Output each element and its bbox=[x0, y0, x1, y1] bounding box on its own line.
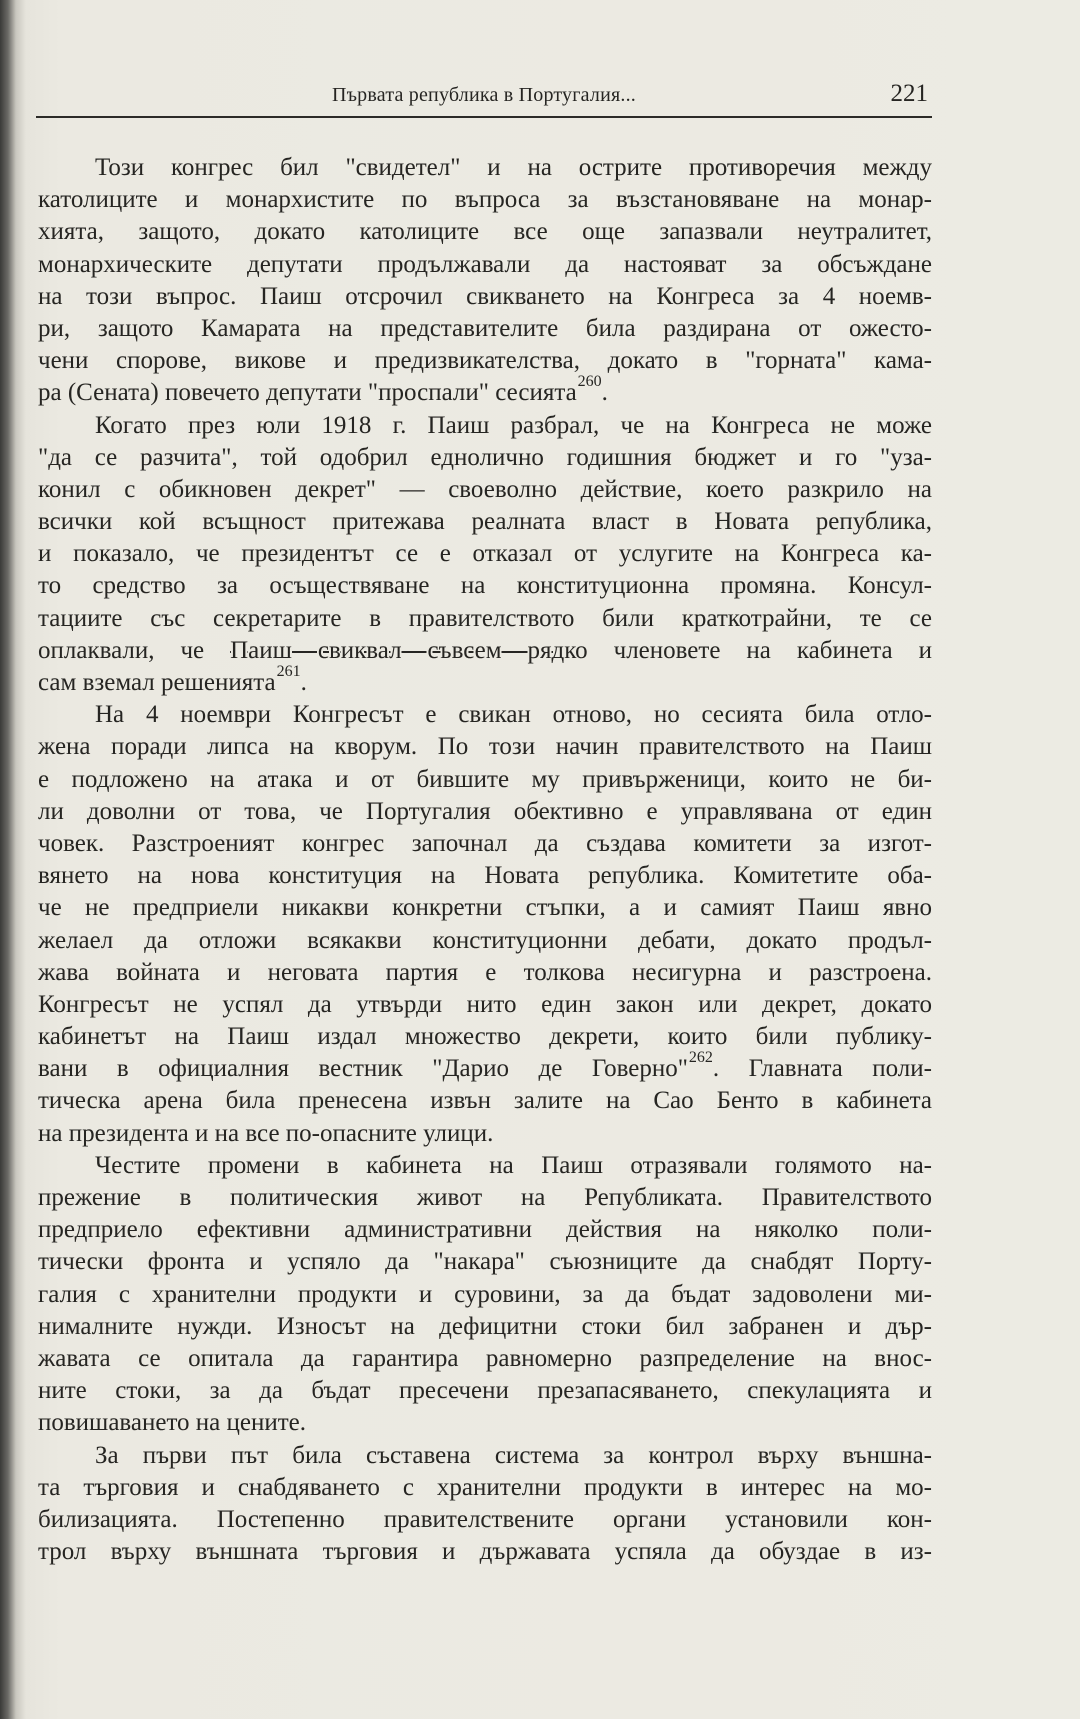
line-text: че не предприели никакви конкретни стъпки, а и самият Паиш явно bbox=[38, 894, 932, 922]
text-line bbox=[38, 1536, 932, 1568]
text-line bbox=[38, 635, 932, 667]
text-line bbox=[38, 1279, 932, 1311]
text-line bbox=[38, 1182, 932, 1214]
line-text-tail: . Главната поли- bbox=[712, 1055, 932, 1083]
text-line bbox=[38, 663, 932, 699]
line-text: жава войната и неговата партия е толкова несигурна и разстроена. bbox=[38, 958, 932, 986]
line-text: Конгресът не успял да утвърди нито един закон или декрет, докато bbox=[38, 990, 932, 1018]
text-line bbox=[38, 1085, 932, 1117]
text-line bbox=[38, 860, 932, 892]
line-text: "да се разчита", той одобрил еднолично годишния бюджет и го "уза- bbox=[38, 443, 932, 471]
line-text: вянето на нова конституция на Новата република. Комитетите оба- bbox=[38, 862, 932, 890]
text-line bbox=[38, 249, 932, 281]
text-line bbox=[38, 345, 932, 377]
body-text bbox=[38, 152, 932, 1568]
text-line bbox=[38, 1021, 932, 1053]
line-text: трол върху външната търговия и държавата успяла да обуздае в из- bbox=[38, 1538, 932, 1566]
line-text: Този конгрес бил "свидетел" и на острите противоречия между bbox=[95, 154, 932, 181]
text-line bbox=[38, 731, 932, 763]
text-line bbox=[38, 1214, 932, 1246]
line-text: тациите със секретарите в правителството били краткотрайни, те се bbox=[38, 604, 932, 632]
text-line bbox=[38, 957, 932, 989]
line-text: прежение в политическия живот на Републиката. Правителството bbox=[38, 1184, 932, 1211]
line-text: жена поради липса на кворум. По този начин правителството на Паиш bbox=[38, 733, 932, 761]
footnote-reference: 261 bbox=[276, 663, 301, 680]
line-text: е подложено на атака и от бившите му привърженици, които не би- bbox=[38, 765, 932, 793]
page-number: 221 bbox=[890, 80, 928, 107]
text-line bbox=[38, 1150, 932, 1182]
text-line bbox=[38, 1375, 932, 1407]
text-line bbox=[38, 828, 932, 860]
text-line bbox=[38, 1504, 932, 1536]
text-line bbox=[38, 216, 932, 248]
line-text-tail: членовете на кабинета и bbox=[587, 636, 932, 664]
text-line bbox=[38, 1049, 932, 1085]
line-text: жавата се опитала да гарантира равномерно разпределение на внос- bbox=[38, 1344, 932, 1372]
line-text: монархическите депутати продължавали да настояват за обсъждане bbox=[38, 250, 932, 278]
line-text: предприело ефективни административни действия на няколко поли- bbox=[38, 1216, 932, 1244]
line-text: Когато през юли 1918 г. Паиш разбрал, че на Конгреса не може bbox=[95, 411, 932, 439]
footnote-reference: 262 bbox=[688, 1049, 713, 1067]
text-line bbox=[38, 1118, 932, 1150]
line-text: то средство за осъществяване на конституционна промяна. Консул- bbox=[38, 572, 932, 600]
text-line bbox=[38, 1311, 932, 1343]
text-line bbox=[38, 764, 932, 796]
line-text: За първи път била съставена система за контрол върху външна- bbox=[95, 1441, 932, 1469]
running-header bbox=[36, 80, 932, 114]
line-text: та търговия и снабдяването с хранителни продукти в интерес на мо- bbox=[38, 1473, 932, 1501]
underlined-text: Паиш свиквал съвсем рядко bbox=[230, 636, 588, 664]
line-text: човек. Разстроеният конгрес започнал да създава комитети за изгот- bbox=[38, 829, 932, 857]
text-line bbox=[38, 313, 932, 345]
line-text: на президента и на все по-опасните улици. bbox=[38, 1119, 494, 1147]
line-text: хията, защото, докато католиците все още запазвали неутралитет, bbox=[38, 218, 932, 246]
line-text: На 4 ноември Конгресът е свикан отново, но сесията била отло- bbox=[95, 701, 932, 729]
text-line bbox=[38, 925, 932, 957]
text-line bbox=[38, 538, 932, 570]
line-text: тически фронта и успяло да "накара" съюзниците да снабдят Порту- bbox=[38, 1248, 932, 1276]
line-text: нималните нужди. Износът на дефицитни стоки бил забранен и дър- bbox=[38, 1312, 932, 1340]
line-text: ра (Сената) повечето депутати "проспали" сесията bbox=[38, 379, 577, 407]
text-line bbox=[38, 442, 932, 474]
text-line bbox=[38, 410, 932, 442]
line-text: конил с обикновен декрет" — своеволно действие, което разкрило на bbox=[38, 475, 932, 503]
text-line bbox=[38, 474, 932, 506]
line-text: ните стоки, за да бъдат пресечени презапасяването, спекулацията и bbox=[38, 1377, 932, 1405]
line-text-tail: . bbox=[601, 379, 608, 407]
line-text-tail: . bbox=[300, 669, 307, 696]
text-line bbox=[38, 506, 932, 538]
line-text: и показало, че президентът се е отказал от услугите на Конгреса ка- bbox=[38, 540, 932, 568]
line-text: кабинетът на Паиш издал множество декрети, които били публику- bbox=[38, 1023, 932, 1051]
running-title: Първата република в Португалия... bbox=[332, 84, 636, 106]
text-line bbox=[38, 603, 932, 635]
line-text: желаел да отложи всякакви конституционни дебати, докато продъл- bbox=[38, 926, 932, 954]
line-text: повишаването на цените. bbox=[38, 1409, 307, 1437]
text-line bbox=[38, 1440, 932, 1472]
line-text: ли доволни от това, че Португалия обективно е управлявана от един bbox=[38, 797, 932, 825]
line-text: на този въпрос. Паиш отсрочил свикването на Конгреса за 4 ноемв- bbox=[38, 282, 932, 310]
text-line bbox=[38, 1472, 932, 1504]
line-text: Честите промени в кабинета на Паиш отразявали голямото на- bbox=[95, 1151, 932, 1179]
text-line bbox=[38, 281, 932, 313]
text-line bbox=[38, 570, 932, 602]
line-text: тическа арена била пренесена извън залите на Сао Бенто в кабинета bbox=[38, 1087, 932, 1115]
line-text: католиците и монархистите по въпроса за възстановяване на монар- bbox=[38, 186, 932, 214]
line-text: вани в официалния вестник "Дарио де Говерно" bbox=[38, 1055, 688, 1083]
text-line bbox=[38, 184, 932, 216]
line-text: оплаквали, че bbox=[38, 636, 231, 664]
text-line bbox=[38, 373, 932, 409]
text-line bbox=[38, 1407, 932, 1439]
text-line bbox=[38, 1343, 932, 1375]
line-text: чени спорове, викове и предизвикателства, докато в "горната" кама- bbox=[38, 347, 932, 375]
line-text: ри, защото Камарата на представителите била раздирана от ожесто- bbox=[38, 314, 932, 342]
header-rule bbox=[36, 116, 932, 118]
line-text: билизацията. Постепенно правителствените органи установили кон- bbox=[38, 1505, 932, 1533]
text-line bbox=[38, 1246, 932, 1278]
line-text: галия с хранителни продукти и суровини, за да бъдат задоволени ми- bbox=[38, 1280, 932, 1308]
line-text: всички кой всъщност притежава реалната власт в Новата република, bbox=[38, 508, 932, 536]
text-line bbox=[38, 892, 932, 924]
text-line bbox=[38, 989, 932, 1021]
text-line bbox=[38, 152, 932, 184]
text-line bbox=[38, 796, 932, 828]
text-line bbox=[38, 699, 932, 731]
footnote-reference: 260 bbox=[577, 373, 602, 391]
line-text: сам вземал решенията bbox=[38, 669, 276, 696]
